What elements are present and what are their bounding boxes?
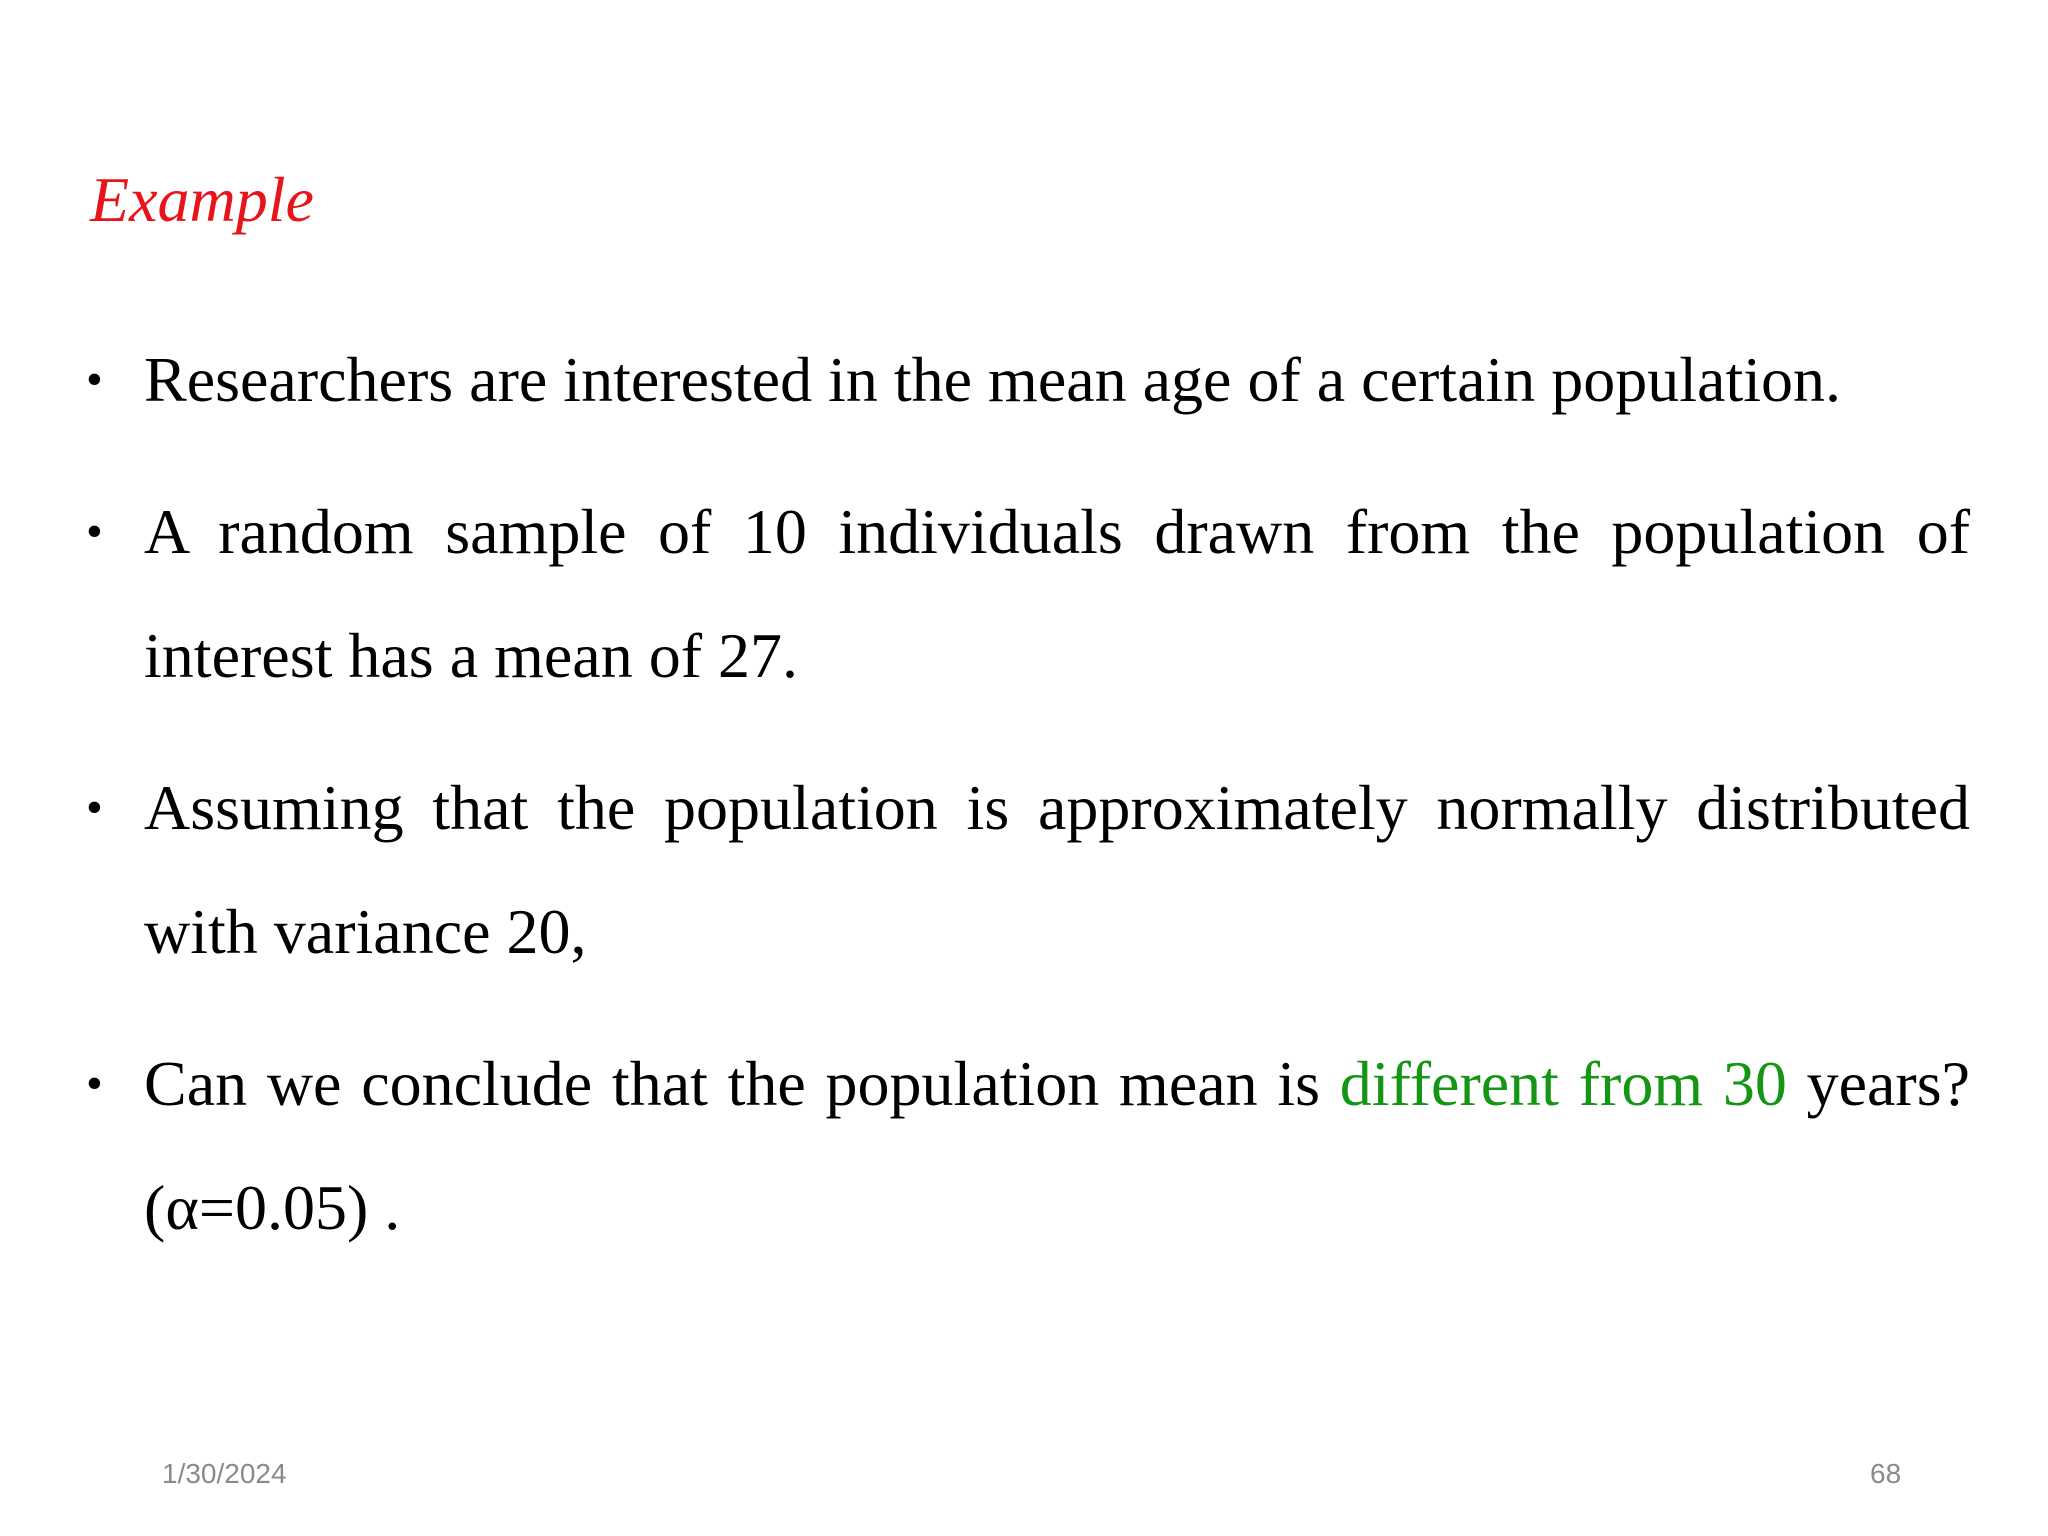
bullet-icon: • [86, 1057, 103, 1110]
bullet-item-research-interest [86, 318, 1970, 442]
bullet-text-part: years? (α=0.05) . [144, 1048, 1971, 1243]
bullet-text-part: Can we conclude that the population mean is [144, 1048, 1340, 1119]
slide-title: Example [90, 164, 314, 235]
bullet-list [86, 318, 1970, 1298]
bullet-icon: • [86, 505, 103, 558]
highlighted-text: different from 30 [1339, 1048, 1787, 1119]
bullet-item-normal-assumption [86, 746, 1970, 994]
bullet-text: A random sample of 10 individuals drawn from the population of interest has a mean of 27. [144, 496, 1970, 691]
bullet-text: Assuming that the population is approximately normally distributed with variance 20, [144, 772, 1970, 967]
bullet-icon: • [86, 353, 103, 406]
bullet-item-conclusion-question [86, 1022, 1970, 1270]
bullet-icon: • [86, 781, 103, 834]
bullet-text: Researchers are interested in the mean age of a certain population. [144, 344, 1841, 415]
bullet-item-random-sample [86, 470, 1970, 718]
footer-date: 1/30/2024 [162, 1458, 287, 1489]
footer-page-number: 68 [1870, 1458, 1902, 1489]
